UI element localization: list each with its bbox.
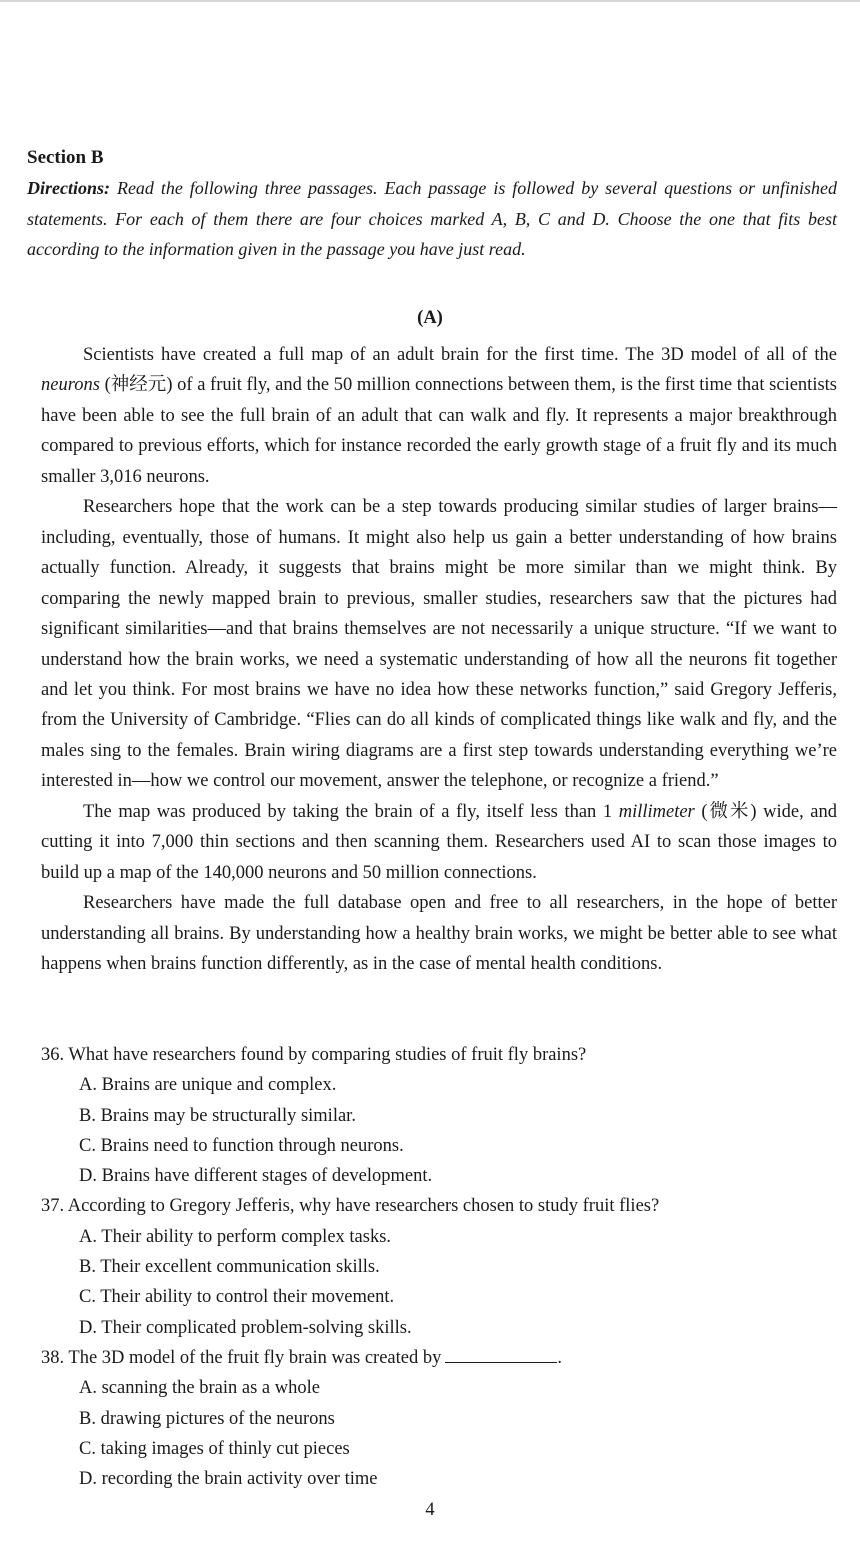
page-number: 4 [425, 1500, 435, 1520]
questions [41, 1040, 837, 1494]
paragraph-3-text-a: The map was produced by taking the brain of a fly, itself less than 1 [83, 801, 619, 822]
term-neurons: neurons [41, 375, 100, 396]
paragraph-3 [41, 797, 837, 888]
option-d: D. Their complicated problem-solving skills. [79, 1317, 412, 1338]
directions [27, 173, 837, 265]
option-a: A. Brains are unique and complex. [79, 1075, 337, 1096]
term-millimeter: millimeter [618, 801, 695, 822]
question-stem-row [41, 1343, 837, 1373]
option-b: B. drawing pictures of the neurons [79, 1408, 335, 1429]
section-title: Section B [27, 147, 104, 168]
paragraph-2: Researchers hope that the work can be a step towards producing similar studies of larger brains—including, eventually, those of humans. It might also help us gain a better understanding of how brains actually function. Already, it suggests that brains might be more similar than we might think. By comparing the newly mapped brain to previous, smaller studies, researchers saw that the pictures had significant similarities—and that brains themselves are not necessarily a unique structure. “If we want to understand how the brain works, we need a systematic understanding of how all the neurons fit together and let you think. For most brains we have no idea how these networks function,” said Gregory Jefferis, from the University of Cambridge. “Flies can do all kinds of complicated things like walk and fly, and the males sing to the females. Brain wiring diagrams are a first step towards understanding everything we’re interested in—how we control our movement, answer the telephone, or recognize a friend.” [41, 497, 837, 792]
option-d: D. Brains have different stages of development. [79, 1166, 433, 1187]
passage-label: (A) [417, 308, 443, 328]
question-stem: 38. The 3D model of the fruit fly brain was created by [41, 1347, 442, 1368]
option-c: C. Brains need to function through neurons. [79, 1135, 404, 1156]
question-38 [41, 1343, 837, 1494]
answer-blank [445, 1344, 557, 1363]
option-a: A. Their ability to perform complex tasks. [79, 1226, 392, 1247]
paragraph-3-text-b: (微米) wide, and cutting it into 7,000 thin sections and then scanning them. Researchers used AI to scan those images to build up a map of the 140,000 neurons and 50 million connections. [41, 801, 837, 883]
option-a: A. scanning the brain as a whole [79, 1378, 320, 1399]
question-stem: 36. What have researchers found by comparing studies of fruit fly brains? [41, 1045, 587, 1065]
directions-text: Read the following three passages. Each passage is followed by several questions or unfinished statements. For each of them there are four choices marked A, B, C and D. Choose the one that fits best according to the information given in the passage you have just read. [27, 178, 837, 259]
question-37 [41, 1191, 837, 1342]
option-c: C. Their ability to control their movement. [79, 1287, 395, 1308]
question-36 [41, 1040, 837, 1191]
option-b: B. Their excellent communication skills. [79, 1257, 380, 1278]
option-c: C. taking images of thinly cut pieces [79, 1438, 350, 1459]
question-stem-end: . [557, 1347, 562, 1368]
option-b: B. Brains may be structurally similar. [79, 1105, 356, 1126]
paragraph-1-text-a: Scientists have created a full map of an adult brain for the first time. The 3D model of all of the [83, 345, 837, 365]
directions-label: Directions: [27, 178, 110, 198]
paragraph-1 [41, 340, 837, 492]
passage-a [41, 340, 837, 980]
option-d: D. recording the brain activity over time [79, 1469, 378, 1490]
question-stem: 37. According to Gregory Jefferis, why have researchers chosen to study fruit flies? [41, 1196, 660, 1217]
paragraph-4: Researchers have made the full database open and free to all researchers, in the hope of better understanding all brains. By understanding how a healthy brain works, we might be better able to see what happens when brains function differently, as in the case of mental health conditions. [41, 893, 837, 975]
paragraph-1-text-b: (神经元) of a fruit fly, and the 50 million connections between them, is the first time that scientists have been able to see the full brain of an adult that can walk and fly. It represents a major breakthrough compared to previous efforts, which for instance recorded the early growth stage of a fruit fly and its much smaller 3,016 neurons. [41, 375, 837, 487]
